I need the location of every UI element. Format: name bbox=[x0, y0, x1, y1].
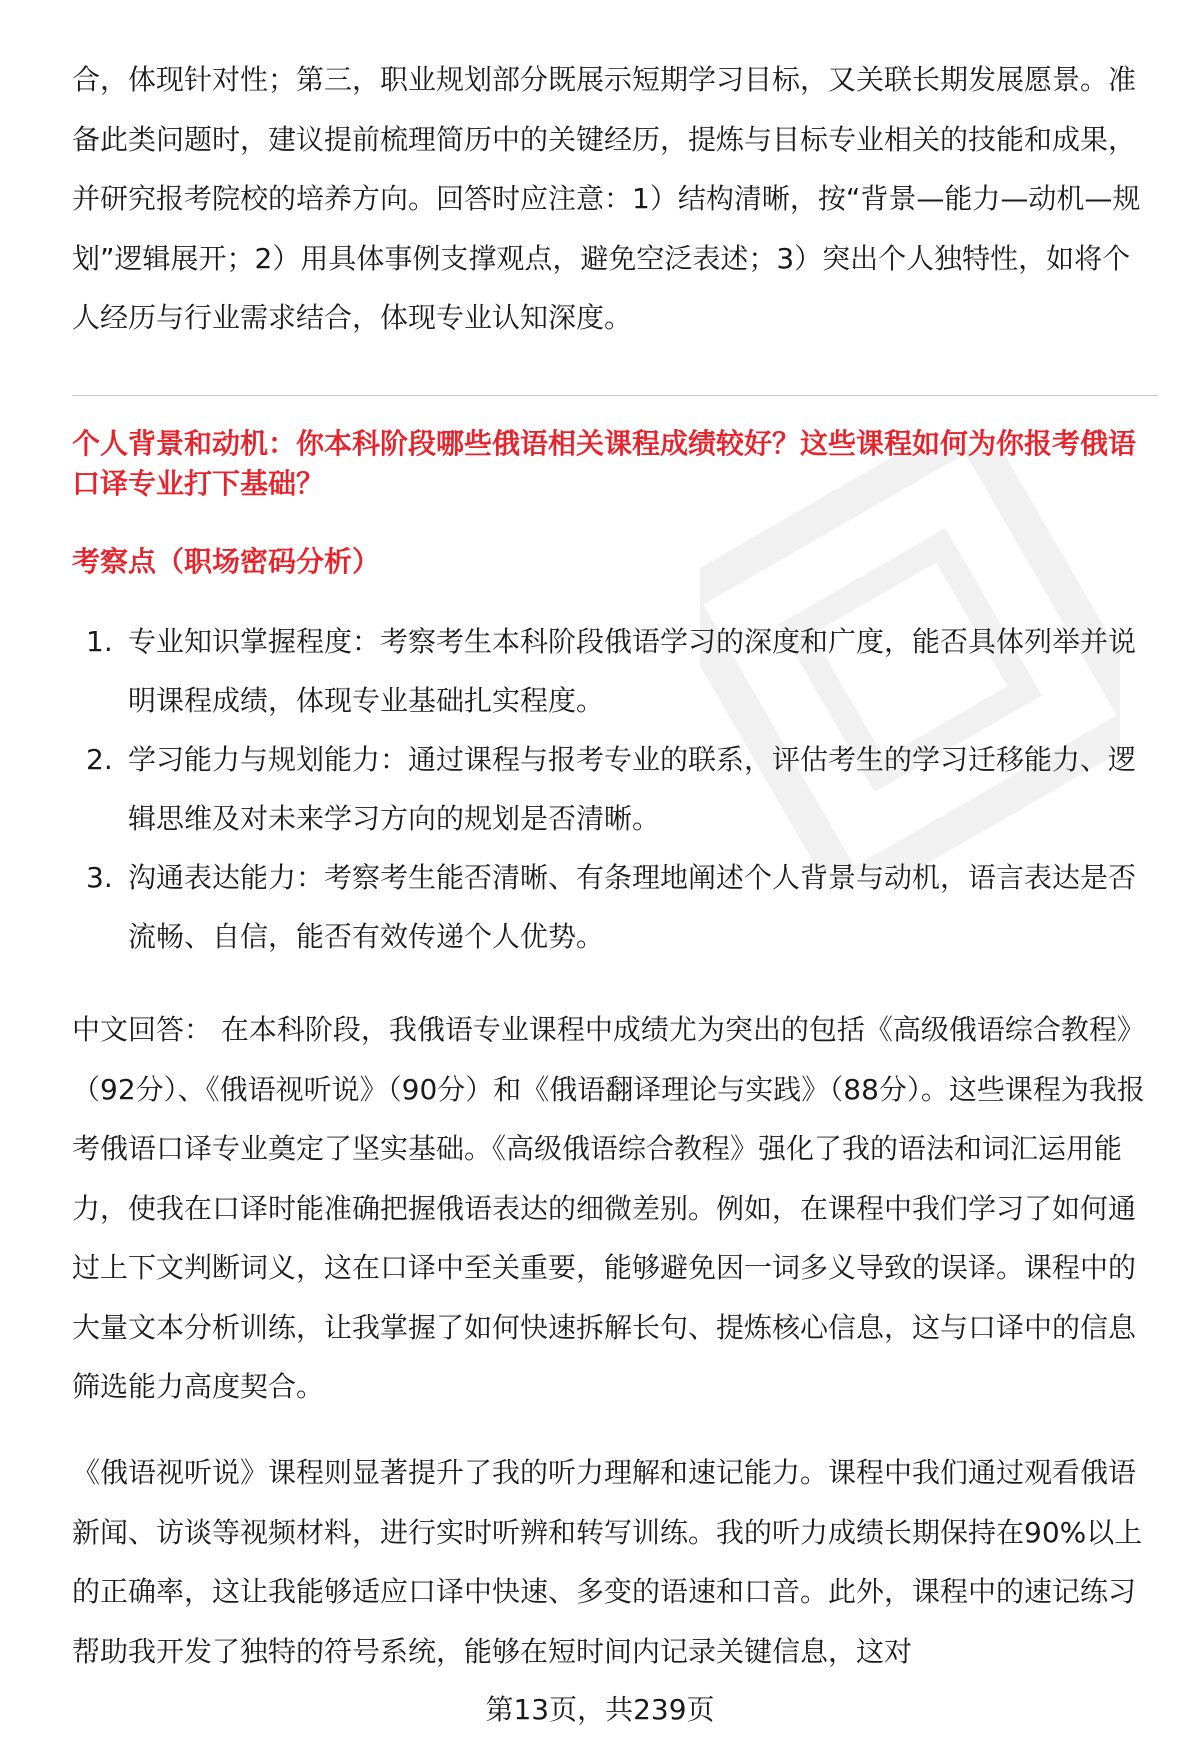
list-item-text: 学习能力与规划能力：通过课程与报考专业的联系，评估考生的学习迁移能力、逻辑思维及对未来学习方向的规划是否清晰。 bbox=[128, 743, 1137, 835]
list-item bbox=[72, 848, 1162, 966]
exam-points-heading: 考察点（职场密码分析） bbox=[72, 545, 381, 578]
list-item-text: 专业知识掌握程度：考察考生本科阶段俄语学习的深度和广度，能否具体列举并说明课程成绩，体现专业基础扎实程度。 bbox=[128, 625, 1137, 717]
list-item-number: 3. bbox=[86, 861, 113, 894]
answer-paragraph-1: 中文回答： 在本科阶段，我俄语专业课程中成绩尤为突出的包括《高级俄语综合教程》（92分）、《俄语视听说》（90分）和《俄语翻译理论与实践》（88分）。这些课程为我报考俄语口译专业奠定了坚实基础。《高级俄语综合教程》强化了我的语法和词汇运用能力，使我在口译时能准确把握俄语表达的细微差别。例如，在课程中我们学习了如何通过上下文判断词义，这在口译中至关重要，能够避免因一词多义导致的误译。课程中的大量文本分析训练，让我掌握了如何快速拆解长句、提炼核心信息，这与口译中的信息筛选能力高度契合。 bbox=[72, 1013, 1145, 1403]
list-item-number: 1. bbox=[86, 625, 113, 658]
list-item bbox=[72, 612, 1162, 730]
exam-points-list bbox=[72, 612, 1162, 966]
list-item-number: 2. bbox=[86, 743, 113, 776]
page-number: 第13页，共239页 bbox=[485, 1693, 715, 1726]
intro-paragraph: 合，体现针对性；第三，职业规划部分既展示短期学习目标，又关联长期发展愿景。准备此类问题时，建议提前梳理简历中的关键经历，提炼与目标专业相关的技能和成果，并研究报考院校的培养方向。回答时应注意：1）结构清晰，按“背景—能力—动机—规划”逻辑展开；2）用具体事例支撑观点，避免空泛表述；3）突出个人独特性，如将个人经历与行业需求结合，体现专业认知深度。 bbox=[72, 63, 1141, 334]
interview-question: 个人背景和动机：你本科阶段哪些俄语相关课程成绩较好？这些课程如何为你报考俄语口译专业打下基础？ bbox=[72, 427, 1137, 500]
list-item bbox=[72, 730, 1162, 848]
list-item-text: 沟通表达能力：考察考生能否清晰、有条理地阐述个人背景与动机，语言表达是否流畅、自信，能否有效传递个人优势。 bbox=[128, 861, 1137, 953]
answer-paragraph-2: 《俄语视听说》课程则显著提升了我的听力理解和速记能力。课程中我们通过观看俄语新闻、访谈等视频材料，进行实时听辨和转写训练。我的听力成绩长期保持在90%以上的正确率，这让我能够适应口译中快速、多变的语速和口音。此外，课程中的速记练习帮助我开发了独特的符号系统，能够在短时间内记录关键信息，这对 bbox=[72, 1456, 1143, 1668]
section-divider bbox=[72, 395, 1158, 396]
